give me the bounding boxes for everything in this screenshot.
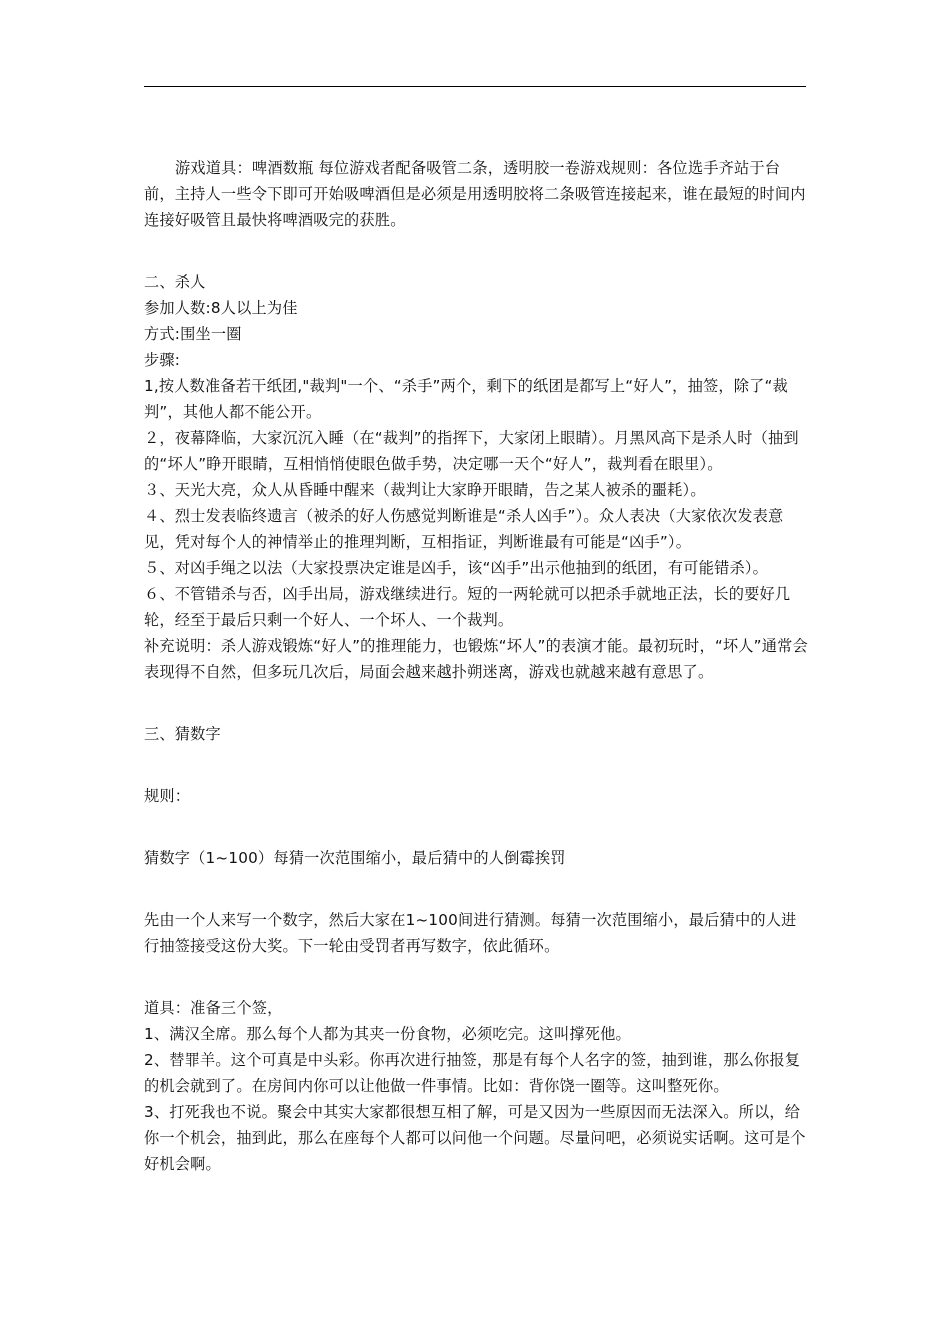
spacer: [144, 959, 808, 995]
section-title-guess-number: 三、猜数字: [144, 725, 221, 743]
spacer: [144, 233, 808, 269]
step-item: ６、不管错杀与否，凶手出局，游戏继续进行。短的一两轮就可以把杀手就地正法，长的要好几轮，经至于最后只剩一个好人、一个坏人、一个裁判。: [144, 585, 791, 629]
step-item: ５、对凶手绳之以法（大家投票决定谁是凶手，该“凶手”出示他抽到的纸团，有可能错杀）。: [144, 559, 769, 577]
document-body: [144, 155, 808, 1177]
props-label: 道具：准备三个签，: [144, 999, 283, 1017]
spacer: [144, 685, 808, 721]
method-line: 方式:围坐一圈: [144, 325, 242, 343]
prop-item: 3、打死我也不说。聚会中其实大家都很想互相了解，可是又因为一些原因而无法深入。所以，给你一个机会，抽到此，那么在座每个人都可以问他一个问题。尽量问吧，必须说实话啊。这可是个好机会啊。: [144, 1103, 806, 1173]
spacer: [144, 809, 808, 845]
step-item: 1,按人数准备若干纸团,"裁判"一个、“杀手”两个，剩下的纸团是都写上“好人”，抽签，除了“裁判”，其他人都不能公开。: [144, 377, 788, 421]
prop-item: 2、替罪羊。这个可真是中头彩。你再次进行抽签，那是有每个人名字的签，抽到谁，那么你报复的机会就到了。在房间内你可以让他做一件事情。比如：背你饶一圈等。这叫整死你。: [144, 1051, 801, 1095]
participants-line: 参加人数:8人以上为佳: [144, 299, 298, 317]
steps-label: 步骤:: [144, 351, 181, 369]
rule-detail: 先由一个人来写一个数字，然后大家在1~100间进行猜测。每猜一次范围缩小，最后猜中的人进行抽签接受这份大奖。下一轮由受罚者再写数字，依此循环。: [144, 911, 797, 955]
game1-intro-paragraph: 游戏道具：啤酒数瓶 每位游戏者配备吸管二条，透明胶一卷游戏规则：各位选手齐站于台前，主持人一些令下即可开始吸啤酒但是必须是用透明胶将二条吸管连接起来，谁在最短的时间内连接好吸管且最快将啤酒吸完的获胜。: [144, 159, 806, 229]
supplementary-note: 补充说明：杀人游戏锻炼“好人”的推理能力，也锻炼“坏人”的表演才能。最初玩时，“坏人”通常会表现得不自然，但多玩几次后，局面会越来越扑朔迷离，游戏也就越来越有意思了。: [144, 637, 808, 681]
spacer: [144, 747, 808, 783]
rule-summary: 猜数字（1~100）每猜一次范围缩小，最后猜中的人倒霉挨罚: [144, 849, 566, 867]
spacer: [144, 871, 808, 907]
section-title-killer: 二、杀人: [144, 273, 206, 291]
header-rule: [144, 86, 806, 87]
step-item: ３、天光大亮，众人从昏睡中醒来（裁判让大家睁开眼睛，告之某人被杀的噩耗）。: [144, 481, 706, 499]
prop-item: 1、满汉全席。那么每个人都为其夹一份食物，必须吃完。这叫撑死他。: [144, 1025, 631, 1043]
step-item: ４、烈士发表临终遗言（被杀的好人伤感觉判断谁是“杀人凶手”）。众人表决（大家依次发表意见，凭对每个人的神情举止的推理判断，互相指证，判断谁最有可能是“凶手”）。: [144, 507, 784, 551]
step-item: ２，夜幕降临，大家沉沉入睡（在“裁判”的指挥下，大家闭上眼睛）。月黑风高下是杀人时（抽到的“坏人”睁开眼睛，互相悄悄使眼色做手势，决定哪一天个“好人”，裁判看在眼里）。: [144, 429, 799, 473]
rules-label: 规则：: [144, 787, 191, 805]
